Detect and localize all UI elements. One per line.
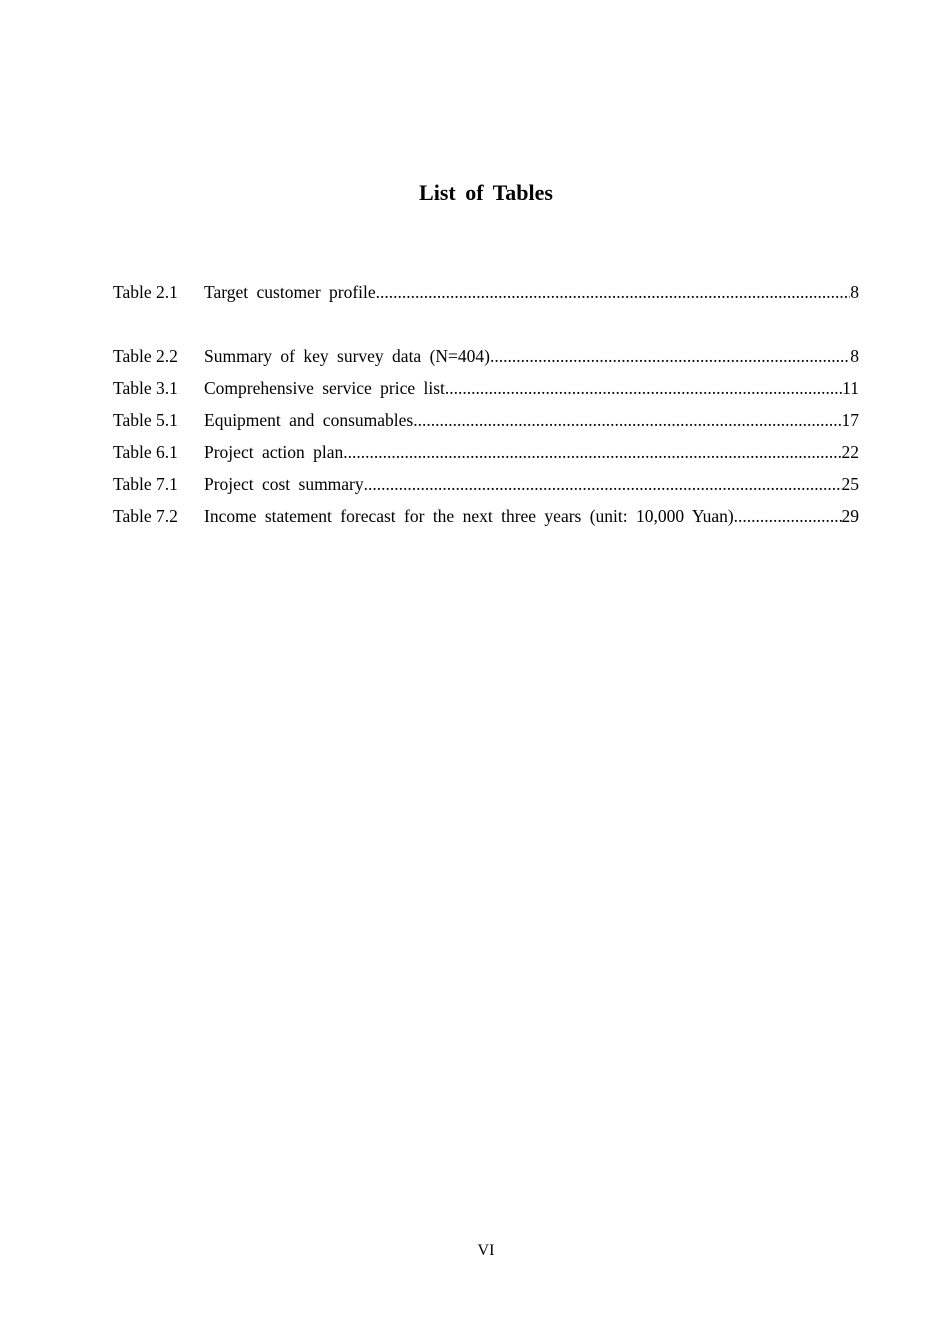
entry-number: Table 7.1 xyxy=(113,474,178,494)
toc-entry-table-7-2[interactable] xyxy=(113,504,859,536)
dot-leader xyxy=(376,280,851,304)
dot-leader xyxy=(445,376,842,400)
entry-title: Project cost summary xyxy=(204,474,364,494)
dot-leader xyxy=(490,344,850,368)
entry-title: Equipment and consumables xyxy=(204,410,414,430)
entry-page-number: 17 xyxy=(841,410,859,430)
toc-entry-table-3-1[interactable] xyxy=(113,376,859,408)
entry-number: Table 2.2 xyxy=(113,346,178,366)
entry-number: Table 2.1 xyxy=(113,282,178,302)
toc-entry-table-2-1[interactable] xyxy=(113,280,859,312)
dot-leader xyxy=(413,408,841,432)
entry-title: Target customer profile xyxy=(204,282,376,302)
entry-number: Table 6.1 xyxy=(113,442,178,462)
entry-number: Table 5.1 xyxy=(113,410,178,430)
entry-title: Income statement forecast for the next three years (unit: 10,000 Yuan) xyxy=(204,506,734,526)
entry-title: Comprehensive service price list xyxy=(204,378,445,398)
entry-page-number: 8 xyxy=(850,346,859,366)
toc-entry-table-6-1[interactable] xyxy=(113,440,859,472)
entry-page-number: 8 xyxy=(850,282,859,302)
entry-number: Table 7.2 xyxy=(113,506,178,526)
entry-title: Summary of key survey data (N=404) xyxy=(204,346,490,366)
toc-entry-table-2-2[interactable] xyxy=(113,344,859,376)
dot-leader xyxy=(734,504,842,528)
entry-page-number: 29 xyxy=(841,506,859,526)
toc-entry-table-7-1[interactable] xyxy=(113,472,859,504)
dot-leader xyxy=(343,440,841,464)
entry-page-number: 25 xyxy=(841,474,859,494)
page-number-footer: VI xyxy=(477,1242,495,1259)
entry-number: Table 3.1 xyxy=(113,378,178,398)
page-title: List of Tables xyxy=(419,180,553,205)
entry-page-number: 22 xyxy=(841,442,859,462)
entry-page-number: 11 xyxy=(842,378,859,398)
entry-title: Project action plan xyxy=(204,442,344,462)
list-of-tables xyxy=(113,280,859,536)
dot-leader xyxy=(364,472,842,496)
toc-entry-table-5-1[interactable] xyxy=(113,408,859,440)
